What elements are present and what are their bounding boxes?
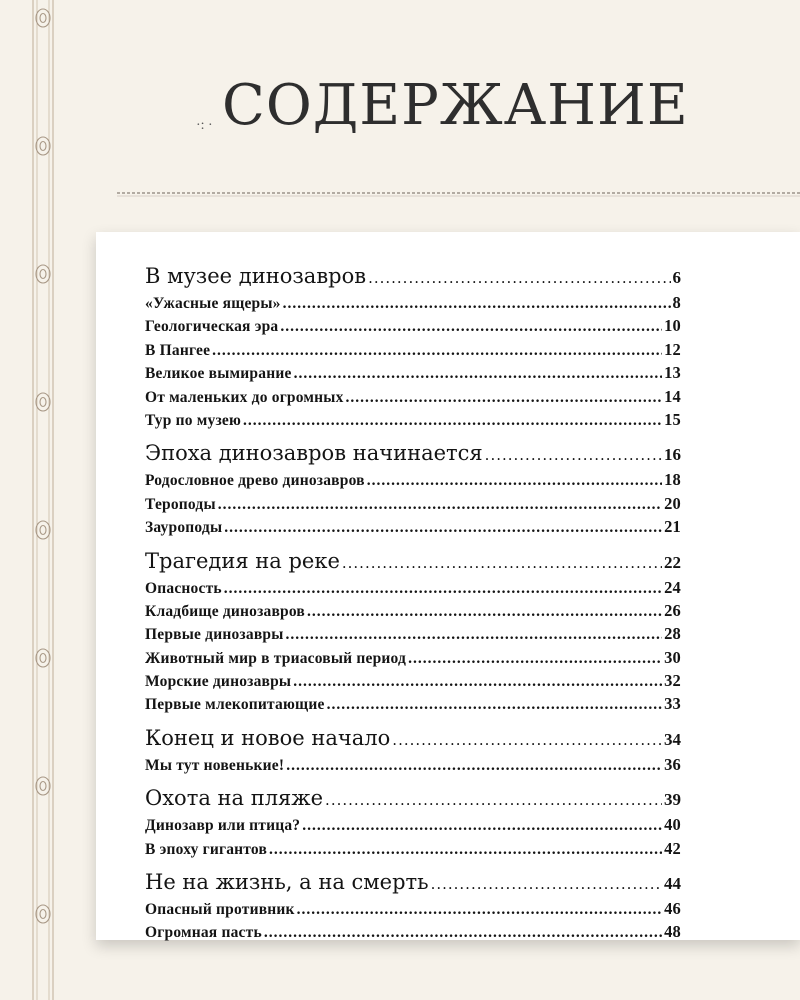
border-knot-ornament	[40, 654, 46, 663]
border-knot-ornament	[40, 398, 46, 407]
toc-page-number: 10	[664, 316, 681, 336]
toc-section-entry[interactable]	[145, 753, 681, 776]
dot-leader	[325, 786, 662, 813]
toc-entry-title: Не на жизнь, а на смерть	[145, 870, 429, 895]
border-knot-ornament	[40, 142, 46, 151]
toc-section-entry[interactable]	[145, 897, 681, 920]
toc-entry-title: От маленьких до огромных	[145, 388, 344, 406]
toc-entry-title: Зауроподы	[145, 519, 223, 537]
toc-page-number: 33	[664, 694, 681, 714]
toc-page-number: 16	[664, 445, 681, 465]
toc-page-number: 40	[664, 815, 681, 835]
toc-entry-title: «Ужасные ящеры»	[145, 295, 281, 312]
table-of-contents	[145, 262, 681, 944]
toc-entry-title: Животный мир в триасовый период	[145, 649, 407, 667]
toc-entry-title: Родословное древо динозавров	[145, 472, 365, 490]
dot-leader	[280, 315, 662, 337]
page-title: СОДЕРЖАНИЕ	[222, 73, 689, 138]
toc-page-number: 48	[664, 922, 681, 942]
toc-section-entry[interactable]	[145, 669, 681, 692]
toc-entry-title: Охота на пляже	[145, 786, 324, 811]
toc-page-number: 26	[664, 600, 681, 620]
toc-entry-title: В эпоху гигантов	[145, 840, 268, 858]
toc-section-entry[interactable]	[145, 920, 681, 943]
toc-entry-title: Геологическая эра	[145, 318, 279, 336]
toc-entry-title: Морские динозавры	[145, 673, 292, 691]
toc-section-entry[interactable]	[145, 692, 681, 715]
toc-page-number: 44	[664, 874, 681, 894]
toc-entry-title: Опасный противник	[145, 901, 295, 919]
toc-section-entry[interactable]	[145, 576, 681, 599]
dot-leader	[269, 838, 662, 860]
toc-entry-title: Эпоха динозавров начинается	[145, 441, 483, 466]
toc-page-number: 36	[664, 754, 681, 774]
toc-page-number: 46	[664, 899, 681, 919]
toc-page-number: 21	[664, 517, 681, 537]
toc-page-number: 12	[664, 339, 681, 359]
toc-page-number: 24	[664, 577, 681, 597]
toc-entry-title: Опасность	[145, 579, 222, 597]
toc-entry-title: Тероподы	[145, 495, 216, 513]
toc-page-number: 30	[664, 647, 681, 667]
dot-leader	[307, 600, 662, 622]
border-knot-ornament	[40, 782, 46, 791]
toc-page-number: 39	[664, 790, 681, 810]
toc-page-number: 32	[664, 671, 681, 691]
toc-section-entry[interactable]	[145, 515, 681, 538]
toc-chapter-entry[interactable]	[145, 868, 681, 897]
toc-page-number: 13	[664, 363, 681, 383]
title-flourish-icon: ·: ·	[196, 118, 213, 133]
dot-leader	[243, 409, 662, 431]
dot-leader	[346, 386, 663, 408]
toc-entry-title: В музее динозавров	[145, 264, 367, 288]
dot-leader	[224, 577, 662, 599]
dot-leader	[218, 493, 662, 515]
toc-section-entry[interactable]	[145, 408, 681, 431]
toc-page-number: 20	[664, 493, 681, 513]
toc-page-number: 15	[664, 409, 681, 429]
dot-leader	[283, 292, 671, 314]
dot-leader	[297, 898, 662, 920]
toc-section-entry[interactable]	[145, 291, 681, 314]
dot-leader	[342, 549, 662, 576]
toc-entry-title: Конец и новое начало	[145, 725, 391, 750]
dot-leader	[368, 264, 670, 291]
toc-entry-title: Великое вымирание	[145, 365, 292, 383]
toc-chapter-entry[interactable]	[145, 262, 681, 291]
toc-section-entry[interactable]	[145, 813, 681, 836]
toc-entry-title: Динозавр или птица?	[145, 817, 301, 835]
dot-leader	[212, 339, 662, 361]
toc-chapter-entry[interactable]	[145, 724, 681, 753]
decorative-border-rail	[30, 0, 56, 1000]
dot-leader	[293, 670, 662, 692]
toc-page-number: 18	[664, 470, 681, 490]
toc-page-number: 34	[664, 729, 681, 749]
toc-section-entry[interactable]	[145, 385, 681, 408]
toc-section-entry[interactable]	[145, 492, 681, 515]
border-knot-ornament	[36, 393, 50, 411]
border-knot-ornament	[36, 265, 50, 283]
toc-section-entry[interactable]	[145, 361, 681, 384]
toc-page-number: 42	[664, 838, 681, 858]
dot-leader	[485, 441, 662, 468]
toc-page-number: 14	[664, 386, 681, 406]
toc-section-entry[interactable]	[145, 314, 681, 337]
dot-leader	[302, 814, 662, 836]
border-knot-ornament	[36, 777, 50, 795]
border-knot-ornament	[36, 137, 50, 155]
toc-page-number: 6	[672, 268, 681, 287]
dot-leader	[286, 623, 663, 645]
toc-entry-title: Трагедия на реке	[145, 548, 340, 573]
border-knot-ornament	[36, 649, 50, 667]
toc-section-entry[interactable]	[145, 646, 681, 669]
border-knot-ornament	[40, 14, 46, 23]
toc-entry-title: В Пангее	[145, 341, 211, 359]
toc-entry-title: Первые динозавры	[145, 626, 284, 644]
toc-chapter-entry[interactable]	[145, 547, 681, 576]
border-knot-ornament	[36, 905, 50, 923]
border-knot-ornament	[36, 9, 50, 27]
toc-section-entry[interactable]	[145, 338, 681, 361]
toc-page-number: 22	[664, 552, 681, 572]
dot-leader	[294, 362, 663, 384]
title-divider	[117, 190, 800, 198]
border-knot-ornament	[36, 521, 50, 539]
toc-chapter-entry[interactable]	[145, 784, 681, 813]
toc-entry-title: Мы тут новенькие!	[145, 756, 285, 774]
toc-section-entry[interactable]	[145, 599, 681, 622]
toc-section-entry[interactable]	[145, 622, 681, 645]
dot-leader	[431, 870, 662, 897]
dot-leader	[367, 469, 662, 491]
toc-entry-title: Первые млекопитающие	[145, 696, 325, 714]
dot-leader	[408, 647, 662, 669]
toc-section-entry[interactable]	[145, 468, 681, 491]
toc-page-number: 28	[664, 624, 681, 644]
dot-leader	[286, 754, 662, 776]
dot-leader	[392, 726, 662, 753]
dot-leader	[327, 693, 663, 715]
toc-chapter-entry[interactable]	[145, 439, 681, 468]
toc-entry-title: Кладбище динозавров	[145, 602, 306, 620]
dot-leader	[264, 921, 662, 943]
border-knot-ornament	[40, 526, 46, 535]
dot-leader	[224, 516, 662, 538]
toc-section-entry[interactable]	[145, 837, 681, 860]
border-knot-ornament	[40, 910, 46, 919]
toc-page-number: 8	[672, 293, 681, 312]
toc-entry-title: Тур по музею	[145, 411, 242, 429]
toc-entry-title: Огромная пасть	[145, 924, 262, 942]
border-knot-ornament	[40, 270, 46, 279]
